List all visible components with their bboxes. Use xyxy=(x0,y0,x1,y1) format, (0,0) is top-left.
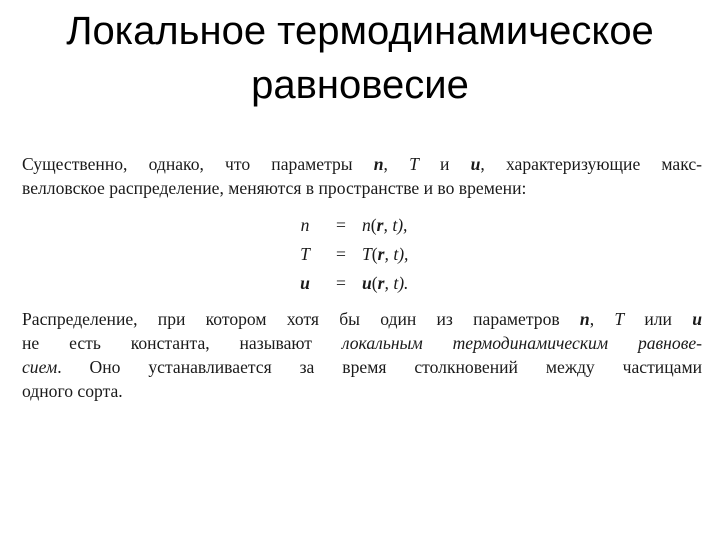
equation-row xyxy=(290,268,408,297)
equation-block xyxy=(290,210,408,297)
paragraph-2-line-4: одного сорта. xyxy=(22,381,123,401)
param-n: n xyxy=(579,309,590,329)
equals-sign: = xyxy=(336,214,346,235)
equation-row xyxy=(290,239,408,268)
param-T: T xyxy=(614,309,625,329)
equals-sign: = xyxy=(336,272,346,293)
param-u: u xyxy=(692,309,702,329)
defined-term: сием xyxy=(22,357,58,377)
paragraph-1-line-1: Существенно, однако, что параметры n, T и u, характеризующие макс- xyxy=(22,154,703,174)
param-u: u xyxy=(470,154,481,174)
equals-sign: = xyxy=(336,243,346,264)
scanned-text-block xyxy=(22,152,702,403)
paragraph-2-line-3: сием. Оно устанавливается за время столкновений между частицами xyxy=(22,357,702,377)
equation-lhs: u xyxy=(300,272,310,293)
equation-rhs: T(r, t), xyxy=(362,243,409,264)
equation-lhs: T xyxy=(300,243,310,264)
paragraph-1 xyxy=(22,152,702,200)
paragraph-2-line-2: не есть константа, называют локальным термодинамическим равнове- xyxy=(22,333,703,353)
equation-rhs: n(r, t), xyxy=(362,214,408,235)
title-line-1: Локальное термодинамическое xyxy=(66,9,654,53)
paragraph-2 xyxy=(22,307,702,403)
param-T: T xyxy=(409,154,419,174)
defined-term: локальным термодинамическим равнове- xyxy=(341,333,703,353)
param-n: n xyxy=(373,154,384,174)
equation-row xyxy=(290,210,408,239)
slide-title xyxy=(0,4,720,112)
title-line-2: равновесие xyxy=(251,63,469,107)
paragraph-2-line-1: Распределение, при котором хотя бы один из параметров n, T или u xyxy=(22,309,702,329)
equation-rhs: u(r, t). xyxy=(362,272,409,293)
equation-lhs: n xyxy=(300,214,310,235)
paragraph-1-line-2: велловское распределение, меняются в пространстве и во времени: xyxy=(22,178,527,198)
